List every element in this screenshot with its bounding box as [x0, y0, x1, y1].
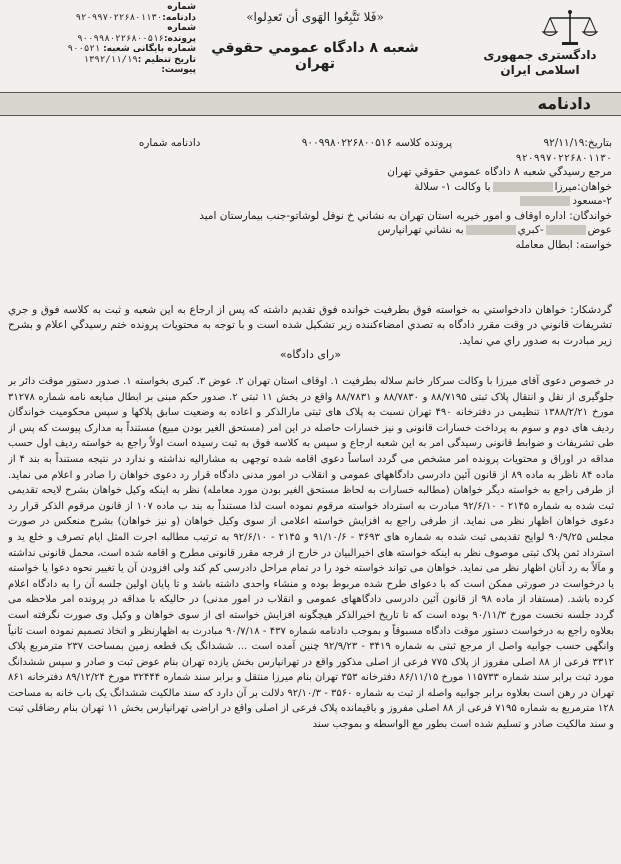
ruling-number-line [8, 151, 612, 166]
header-field-row [6, 13, 196, 24]
judiciary-name [470, 48, 610, 78]
defendant-2c: به نشاني تهرانپارس [377, 224, 464, 236]
title-bar [0, 92, 621, 116]
verdict-paragraph: در خصوص دعوی آقای میرزا با وکالت سرکار خانم سلاله بطرفیت ۱. اوقاف استان تهران ۲. عوض ۳. کبری بخواسته ۱. صدور دستور موقت دائر بر جلوگیری از نقل و انتقال پلاک ثبتی ۸۸/۷۱۹۵ و ۸۸/۷۸۳۰ و ۸۸/۷۸۳۱ واقع در بخش ۱۱ ثبتی ۲. صدور حکم مبنی بر ابطال مبایعه نامه شماره ۳۱۲۷۸ مورخ ۱۳۸۸/۲/۲۱ تنظیمی در دفترخانه ۴۹۰ تهران نسبت به پلاک های ثبتی مارالذکر و اعاده به وضعیت سابق پلاکها و سپس محکومیت خواندگان ردیف های دوم و سوم به پرداخت خسارات قانونی و نیز خسارات حاصله در این امر (مستحق الغیر بودن مبیع) مستنداً به مدارک پیوست که پس از طی تشریفات و ضوابط قانونی رسیدگی امر به این شعبه ارجاع و سپس به کلاسه فوق به ثبت رسیده است اولاً راجع به خواسته ردیف اول حسب مداقه در اوراق و محتویات پرونده امر مشخص می گردد اساساً دعوی اقامه شده توجهی به مشارالیه نداشته و ندارد در نتیجه مستنداً به بند ۴ از ماده ۸۴ ناظر به ماده ۸۹ از قانون آئین دادرسی دادگاههای عمومی و انقلاب در امور مدنی دادگاه قرار رد دعوی خواهان را صادر و اعلام می نماید. از طرفی راجع به خواسته دیگر خواهان (مطالبه خسارات به لحاظ مستحق الغیر بودن مورد معامله) نظر به اینکه وکیل خواهان بشرح لایحه تقدیمی ثبت شده به شماره ۲۱۴۵ - ۹۲/۶/۱۰ مبادرت به استرداد خواسته مرقوم نموده است لذا مستنداً به بند ب ماده ۱۰۷ از قانون مرقوم الذکر قرار رد دعوی خواهان اظهار نظر می نماید. از طرفی راجع به افزایش خواسته اعلامی از سوی وکیل خواهان (و نیز خواهان) بشرح منعکس در صورت مجلس ۹۰/۹/۲۵ لوایح تقدیمی ثبت شده به شماره های ۳۶۹۳ - ۹۱/۱۰/۶ و ۲۱۴۵ - ۹۲/۶/۱۰ به ترتیب مطالبه اجرت المثل ایام تصرف و خلع ید و استرداد ثمن پلاک ثبتی موصوف نظر به اینکه خواسته های اخیرالبیان در خارج از فرجه مقرر قانونی مطرح و اقامه شده است، محمل قانونی نداشته و مآلاً به رد آنان اظهار نظر می نماید. خواهان می تواند خواسته خود را در تمام مراحل دادرسی کم کند ولی افزودن آن یا تغییر نحوه دعوا یا خواسته یا درخواست در صورتی ممکن است که با دعوای طرح شده مربوط بوده و منشاء واحدی داشته باشد و تا پایان اولین جلسه آن را به دادگاه اعلام کرده باشد. (مستفاد از ماده ۹۸ از قانون آئین دادرسی دادگاههای عمومی و انقلاب در امور مدنی) در حالیکه با مداقه در پرونده امر ملاحظه می گردد جلسه نخست مورخ ۹۰/۱۱/۳ بوده است که تا تاریخ اخیرالذکر هیچگونه افزایش خواسته ای از سوی خواهان و وکیل وی صورت نگرفته است بعلاوه راجع به درخواست دستور موقت دادگاه مسبوقاً و بموجب دادنامه شماره ۴۳۷ - ۹۰/۷/۱۸ مبادرت به اظهارنظر و اتخاذ تصمیم نموده است ثانیاً وانگهی حسب جوابیه واصل از مرجع ثبتی به شماره ۳۴۱۹ - ۹۲/۹/۲۳ چنین آمده است ... ششدانگ یک قطعه زمین بمساحت ۲۳۷ مترمربع پلاک ۳۳۱۲ فرعی از ۸۸ اصلی مفروز از پلاک ۷۷۵ فرعی از اصلی مذکور واقع در تهرانپارس بخش یازده تهران بنام عوض ثبت و صادر و سپس ششدانگ مورد ثبت برابر سند شماره ۱۱۵۷۳۳ مورخ ۸۶/۱۱/۱۵ دفترخانه ۳۵۳ تهران بنام میرزا منتقل و برابر سند شماره ۳۲۴۴۴ مورخ ۸۹/۱۲/۲۴ دفترخانه ۸۶۱ تهران در رهن است بعلاوه برابر جوابیه واصله از ثبت به شماره ۳۵۶۰ - ۹۲/۱۰/۳ دلالت بر آن دارد که سند مالکیت ششدانگ یک باب خانه به مساحت ۱۲۸ مترمربع به شماره ۷۱۹۵ فرعی از ۸۸ اصلی مفروز و باقیمانده پلاک فرعی از اصلی واقع در اراضی تهرانپارس بخش ۱۱ تهران بنام رضاقلی ثبت و سند مالکیت صادر و تسلیم شده است بطور مع الواسطه و بموجب سند [8, 376, 614, 731]
plaintiff-line [8, 180, 612, 195]
judiciary-name-line: دادگستری جمهوری [483, 48, 597, 62]
field-value: ۹۰۰۹۹۸۰۲۲۶۸۰۰۵۱۶ [77, 33, 164, 44]
header-field-row [6, 23, 196, 34]
field-label: شماره [167, 23, 196, 33]
header-field-row [6, 2, 196, 13]
defendant-2-line [8, 223, 612, 238]
field-label: پرونده: [163, 33, 196, 44]
field-label: شماره بایگانی شعبه: [103, 44, 196, 54]
header-field-row [6, 65, 196, 76]
redaction-bar [493, 182, 553, 192]
header-field-row [6, 34, 196, 45]
redaction-bar [466, 225, 516, 235]
court-name: شعبه ۸ دادگاه عمومي حقوقي تهران [211, 40, 419, 72]
field-label: پیوست: [161, 65, 196, 75]
field-label: تاریخ تنظیم : [137, 54, 196, 65]
header-field-row [6, 55, 196, 66]
ruling-number: ۹۲۰۹۹۷۰۲۲۶۸۰۱۱۳۰ [515, 152, 612, 164]
authority-line: مرجع رسيدگي شعبه ۸ دادگاه عمومي حقوقي تهران [387, 166, 612, 178]
plaintiff-name: خواهان:ميرزا [554, 180, 612, 193]
plaintiff-2-line [8, 194, 612, 209]
defendant-line: خواندگان: اداره اوقاف و امور خيريه استان تهران به نشاني خ نوفل لوشاتو-جنب بيمارستان اميد [199, 209, 612, 222]
field-value: ۱۳۹۲/۱۱/۱۹ [83, 54, 138, 65]
document-title: دادنامه [537, 94, 591, 113]
scales-of-justice-icon [540, 8, 600, 48]
verdict-heading: «رای دادگاه» [279, 348, 342, 361]
field-label: دادنامه: [162, 12, 196, 23]
procedure-summary: گردشكار: خواهان دادخواستي به خواسته فوق بطرفيت خوانده فوق تقديم داشته كه پس از ارجاع به اين شعبه و ثبت به كلاسه فوق و جري تشريفات قانوني در وقت مقرر دادگاه به تصدي امضاءكننده زير تشكيل شده است و با توجه به محتويات پرونده ختم رسيدگي اعلام و بشرح زير مبادرت به صدور راي مي نمايد. [8, 304, 612, 347]
redaction-bar [546, 225, 586, 235]
claim-line: خواسته: ابطال معامله [515, 238, 612, 251]
field-value: ۹۰۰۵۲۱ [67, 44, 101, 54]
judiciary-name-line: اسلامی ایران [500, 63, 580, 77]
field-value: ۹۲۰۹۹۷۰۲۲۶۸۰۱۱۳۰ [75, 12, 163, 23]
plaintiff-2-name: ۲-مسعود [572, 195, 612, 207]
verdict-body [8, 374, 614, 864]
defendant-2b: -كبري [517, 224, 544, 236]
ruling-date: بتاريخ:۹۲/۱۱/۱۹ [543, 137, 612, 149]
header-fields [6, 2, 196, 76]
case-number: پرونده كلاسه ۹۰۰۹۹۸۰۲۲۶۸۰۰۵۱۶ [301, 137, 453, 149]
redaction-bar [520, 196, 570, 206]
header-field-row [6, 44, 196, 55]
defendant-2a: عوض [587, 224, 612, 236]
ruling-number-label: دادنامه شماره [138, 137, 201, 149]
document-header [0, 0, 621, 90]
case-meta-line [8, 136, 612, 151]
case-info [8, 136, 612, 252]
field-label: شماره [167, 2, 196, 12]
quran-verse: «فَلا تَتَّبِعُوا الهَوى أن تَعدِلوا» [246, 10, 384, 24]
plaintiff-attorney: با وكالت ۱- سلالة [414, 180, 491, 193]
